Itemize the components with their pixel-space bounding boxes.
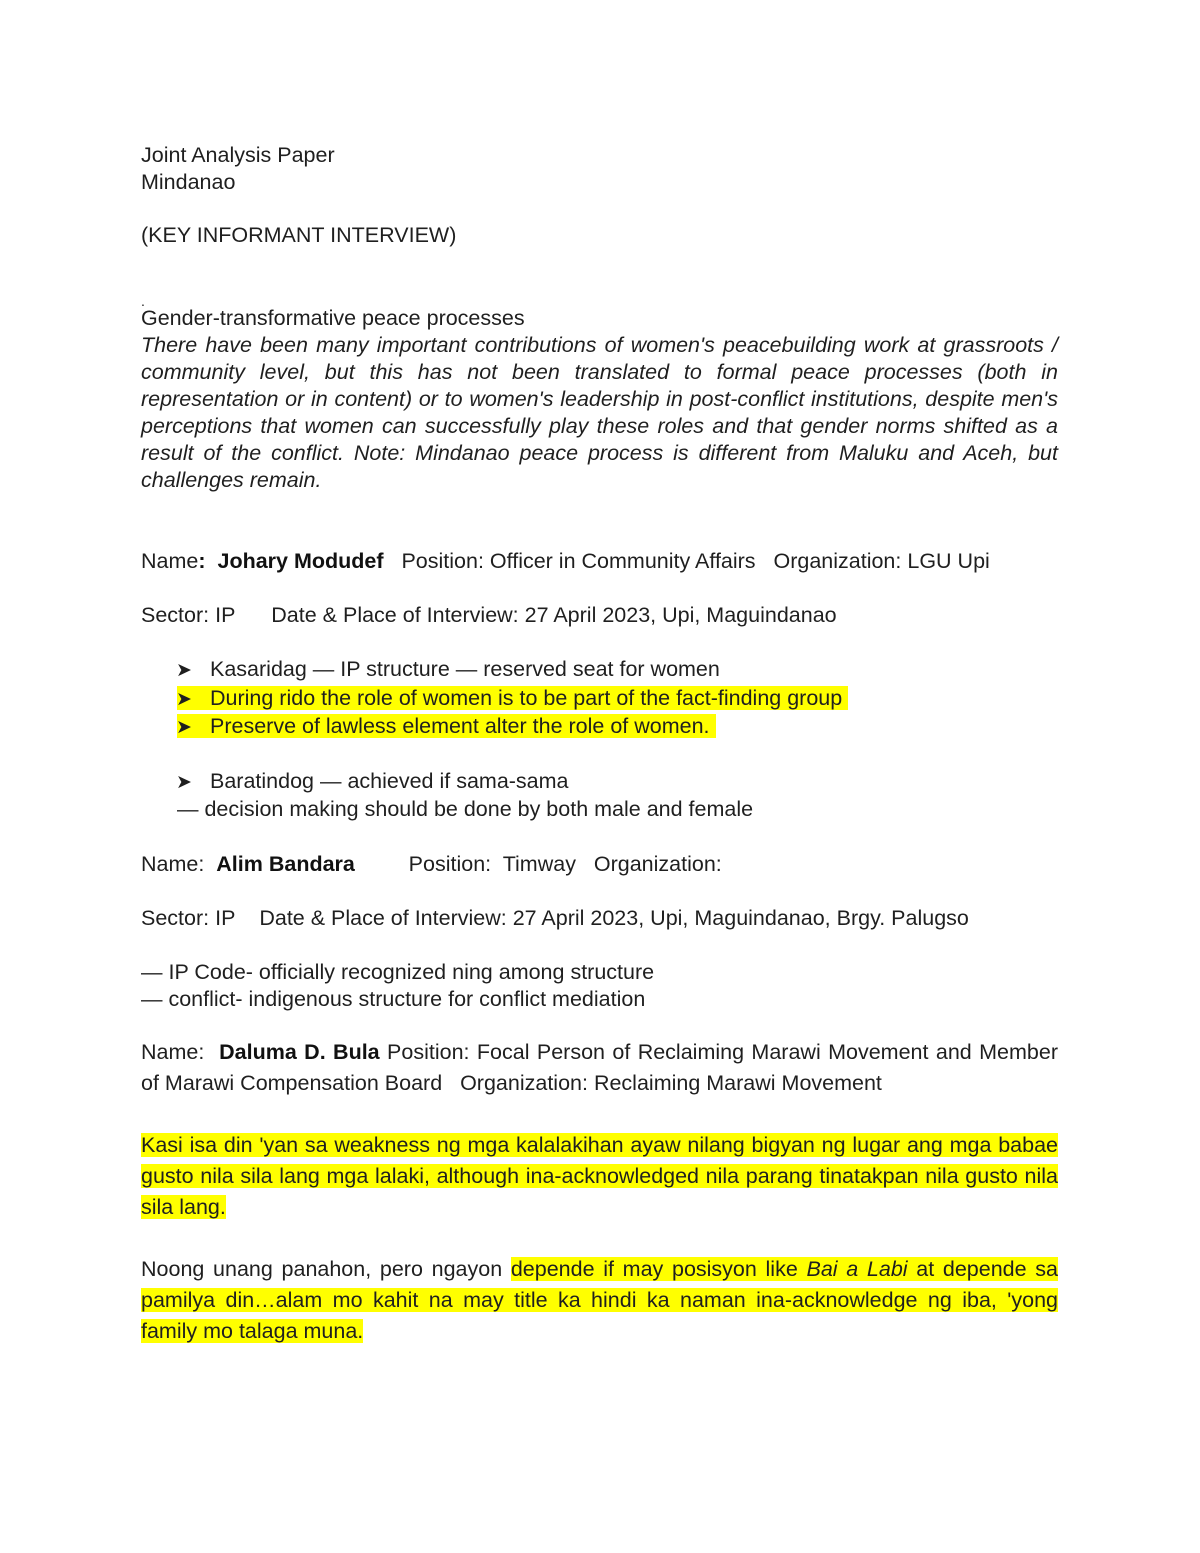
name-colon: : bbox=[198, 549, 206, 573]
org-label: Organization: bbox=[593, 851, 722, 876]
org-value: LGU Upi bbox=[907, 549, 990, 573]
note-line: — conflict- indigenous structure for conflict mediation bbox=[141, 986, 646, 1011]
informant-name: Alim Bandara bbox=[216, 851, 355, 876]
informant3-header bbox=[141, 1037, 1058, 1099]
position-label: Position: bbox=[408, 851, 492, 876]
informant2-sector bbox=[141, 905, 1058, 932]
informant1-bullets bbox=[141, 656, 1058, 742]
date-value: 27 April 2023, Upi, Maguindanao, Brgy. Palugso bbox=[512, 905, 969, 930]
note-line: — IP Code- officially recognized ning among structure bbox=[141, 959, 655, 984]
org-label: Organization: bbox=[773, 549, 902, 573]
highlighted-quote: Kasi isa din 'yan sa weakness ng mga kalalakihan ayaw nilang bigyan ng lugar ang mga babae gusto nila sila lang mga lalaki, although ina-acknowledged nila parang tinatakpan nila gusto nila sila lang. bbox=[141, 1132, 1058, 1219]
name-label: Name: bbox=[141, 851, 205, 876]
org-label: Organization: bbox=[460, 1070, 588, 1095]
date-value: 27 April 2023, Upi, Maguindanao bbox=[524, 603, 837, 627]
list-item: ➤ Baratindog — achieved if sama-sama bbox=[177, 768, 1058, 797]
list-item: ➤ Preserve of lawless element alter the role of women. bbox=[177, 713, 1058, 742]
section-heading: Gender-transformative peace processes bbox=[141, 306, 525, 330]
informant-name: Johary Modudef bbox=[217, 549, 384, 573]
doc-title: Joint Analysis Paper bbox=[141, 143, 335, 167]
document-page bbox=[141, 142, 1058, 1347]
highlighted-title: Bai a Labi bbox=[806, 1256, 908, 1281]
quote-paragraph-1 bbox=[141, 1130, 1058, 1223]
position-value: Focal Person of Reclaiming Marawi Movement and Member of Marawi Compensation Board bbox=[141, 1039, 1058, 1095]
list-item: ➤ Kasaridag — IP structure — reserved seat for women bbox=[177, 656, 1058, 685]
arrow-bullet-icon: ➤ bbox=[176, 660, 192, 681]
position-value: Timway bbox=[502, 851, 576, 876]
name-label: Name: bbox=[141, 1039, 205, 1064]
informant-name: Daluma D. Bula bbox=[219, 1039, 380, 1064]
position-value: Officer in Community Affairs bbox=[489, 549, 756, 573]
sector-value: IP bbox=[215, 603, 236, 627]
sector-label: Sector: bbox=[141, 603, 210, 627]
arrow-bullet-icon: ➤ bbox=[176, 717, 192, 738]
doc-region: Mindanao bbox=[141, 170, 236, 194]
informant1-header bbox=[141, 548, 1058, 575]
quote-paragraph-2 bbox=[141, 1254, 1058, 1347]
doc-subtitle: (KEY INFORMANT INTERVIEW) bbox=[141, 223, 457, 247]
informant2-header bbox=[141, 851, 1058, 878]
name-label: Name bbox=[141, 549, 199, 573]
informant1-bullets-2 bbox=[141, 768, 1058, 824]
highlighted-quote: at depende sa pamilya din…alam mo kahit na may title ka hindi ka naman ina-acknowledge ng iba, 'yong family mo talaga muna. bbox=[141, 1256, 1058, 1343]
list-item-note: — decision making should be done by both male and female bbox=[177, 797, 754, 821]
arrow-bullet-icon: ➤ bbox=[176, 771, 192, 793]
stray-dot: . bbox=[141, 293, 145, 309]
list-item: ➤ During rido the role of women is to be part of the fact-finding group bbox=[177, 685, 1058, 714]
arrow-bullet-icon: ➤ bbox=[176, 688, 192, 710]
section-intro: There have been many important contributions of women's peacebuilding work at grassroots / community level, but this has not been translated to formal peace processes (both in representation or in content) or to women's leadership in post-conflict institutions, despite men's perceptions that women can successfully play these roles and that gender norms shifted as a result of the conflict. Note: Mindanao peace process is different from Maluku and Aceh, but challenges remain. bbox=[141, 333, 1058, 492]
position-label: Position: bbox=[401, 549, 484, 573]
position-label: Position: bbox=[387, 1039, 470, 1064]
informant2-notes bbox=[141, 959, 1058, 1013]
quote-plain: Noong unang panahon, pero ngayon bbox=[141, 1256, 511, 1281]
date-label: Date & Place of Interview: bbox=[271, 603, 519, 627]
date-label: Date & Place of Interview: bbox=[259, 905, 507, 930]
sector-value: IP bbox=[215, 905, 236, 930]
highlighted-quote: depende if may posisyon like bbox=[510, 1256, 807, 1281]
informant1-sector bbox=[141, 602, 1058, 629]
sector-label: Sector: bbox=[141, 905, 210, 930]
org-value: Reclaiming Marawi Movement bbox=[593, 1070, 882, 1095]
